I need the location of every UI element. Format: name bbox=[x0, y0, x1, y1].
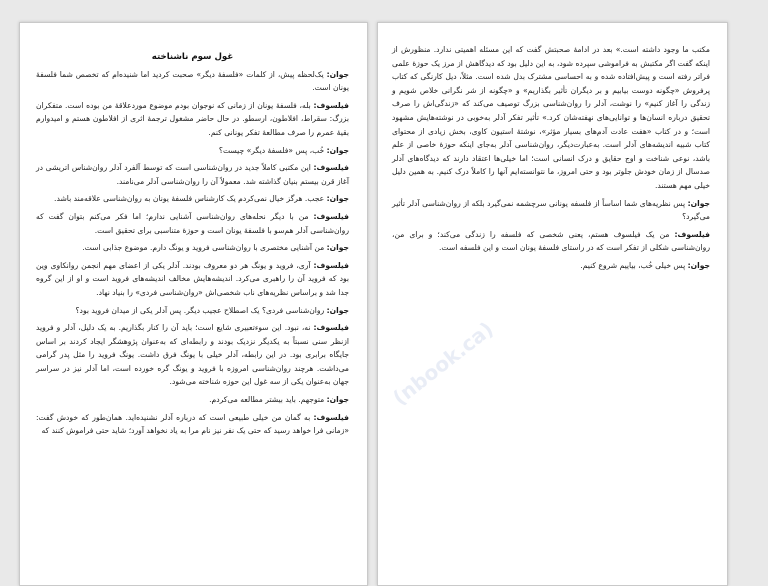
speaker-label: فیلسوف: bbox=[313, 100, 349, 110]
paragraph-text: بله، فلسفهٔ یونان از زمانی که نوجوان بودم موضوع موردعلاقهٔ من بوده است. متفکران بزرگ: سقراط، افلاطون، ارسطو. در حال حاضر مشغول ترجمهٔ اثری از افلاطون هستم و امیدوارم بقیهٔ عمرم را صرف مطالعهٔ تفکر یونانی کنم. bbox=[36, 100, 349, 137]
chapter-title: غول سوم ناشناخته bbox=[151, 52, 234, 62]
paragraph bbox=[36, 99, 349, 140]
speaker-label: جوان: bbox=[326, 194, 349, 204]
paragraph bbox=[36, 192, 349, 206]
paragraph-text: من آشنایی مختصری با روان‌شناسی فروید و یونگ دارم. موضوع جذابی است. bbox=[82, 243, 327, 253]
paragraph bbox=[392, 228, 710, 255]
paragraph-text: مکتب ما وجود داشته است.» بعد در ادامهٔ صحبتش گفت که این مسئله اهمیتی ندارد. منظورش از اینکه گفت اگر مکتبش به فراموشی سپرده شود، به این دلیل بود که دیدگاهش از مرز یک حوزهٔ علمی فراتر رفته است و پیش‌افتاده شده و به احساسی مشترک بدل شده است. مثلاً، دیل کارنگی که کتاب پرفروش «چگونه دوست بیابیم و بر دیگران تأثیر بگذاریم» و «چگونه از شر نگرانی خلاص شویم و زندگی را آغاز کنیم» را نوشت، آدلر را روان‌شناسی بزرگ توصیف می‌کند که «زندگی‌اش را صرف تحقیق درباره انسان‌ها و توانایی‌های نهفته‌شان کرد.» تأثیر تفکر آدلر به‌خوبی در نوشته‌هایش مشهود است؛ و در کتاب «هفت عادت آدم‌های بسیار مؤثر»، نوشتهٔ استیون کاوی، بخش زیادی از محتوای کتاب شبیه اندیشه‌های آدلر است. به‌عبارت‌دیگر، روان‌شناسی آدلر به‌جای اینکه حوزهٔ خاصی از علم باشد، نوعی شناخت و اوج حقایق و درک انسانی است؛ اما خیلی‌ها اعتقاد دارند که دیدگاه‌های آدلر صدسال از زمان خودش جلوتر بود و حتی امروز، ما نتوانسته‌ایم آنها را کاملاً درک کنیم. به همین دلیل خیلی مهم هستند. bbox=[392, 45, 710, 190]
paragraph-text: پس نظریه‌های شما اساساً از فلسفه یونانی سرچشمه نمی‌گیرد بلکه از روان‌شناسی آدلر تأثیر می‌گیرد؟ bbox=[392, 198, 710, 222]
paragraph bbox=[36, 68, 349, 95]
paragraph-text: این مکتبی کاملاً جدید در روان‌شناسی است که توسط آلفرد آدلر روان‌شناس اتریشی در آغاز قرن بیستم بنیان گذاشته شد. معمولاً آن را روان‌شناسی آدلر می‌نامند. bbox=[36, 163, 349, 186]
paragraph-text: نه، نبود. این سوءتعبیری شایع است؛ باید آن را کنار بگذاریم. به یک دلیل، آدلر و فروید ازنظر سنی نسبتاً به یکدیگر نزدیک بودند و رابطه‌ای که به‌عنوان پژوهشگر ایجاد کردند بر اساس جایگاه برابری بود. در این رابطه، آدلر خیلی با یونگ فرق داشت. یونگ فروید را مثل پدر گرامی می‌داشت. هرچند روان‌شناسی امروزه با فروید و یونگ گره خورده است، اما آدلر نیز در سراسر جهان به‌عنوان یکی از سه غول این حوزه شناخته می‌شود. bbox=[36, 323, 349, 387]
speaker-label: جوان: bbox=[687, 260, 710, 270]
paragraph-text: آری، فروید و یونگ هر دو معروف بودند. آدلر یکی از اعضای مهم انجمن روانکاوی وین بود که فروید آن را راهبری می‌کرد. اندیشه‌هایش مخالف اندیشه‌های فروید است و او از این گروه جدا شد و براساس نظریه‌های ناب شخصی‌اش «روان‌شناسی فردی» را بنیاد نهاد. bbox=[36, 260, 349, 297]
paragraph bbox=[36, 321, 349, 389]
page-text-left bbox=[36, 51, 349, 442]
paragraph-text: خُب، پس «فلسفهٔ دیگر» چیست؟ bbox=[218, 145, 327, 155]
paragraph bbox=[36, 304, 349, 318]
paragraph-text: روان‌شناسی فردی؟ یک اصطلاح عجیب دیگر. پس آدلر یکی از میدان فروید بود؟ bbox=[75, 305, 327, 315]
speaker-label: فیلسوف: bbox=[313, 163, 349, 173]
page-text-right bbox=[392, 43, 710, 277]
speaker-label: فیلسوف: bbox=[313, 260, 349, 270]
paragraph bbox=[36, 259, 349, 300]
speaker-label: جوان: bbox=[687, 198, 710, 208]
book-page-right bbox=[377, 22, 728, 586]
paragraph bbox=[36, 393, 349, 407]
paragraph-text: من با دیگر نحله‌های روان‌شناسی آشنایی ندارم؛ اما فکر می‌کنم بتوان گفت که روان‌شناسی آدلر هم‌سو با فلسفهٔ یونان است و حوزهٔ متناسبی برای تحقیق است. bbox=[36, 211, 349, 235]
speaker-label: فیلسوف: bbox=[674, 229, 710, 239]
speaker-label: فیلسوف: bbox=[313, 412, 349, 422]
speaker-label: جوان: bbox=[326, 395, 349, 405]
paragraph-text: من یک فیلسوف هستم، یعنی شخصی که فلسفه را زندگی می‌کند؛ و برای من، روان‌شناسی شکلی از تفکر است که در راستای فلسفهٔ یونان است و این فلسفه است. bbox=[392, 229, 710, 253]
paragraph-text: یک‌لحظه پیش، از کلمات «فلسفهٔ دیگر» صحبت کردید اما شنیده‌ام که تخصص شما فلسفهٔ یونان است. bbox=[36, 69, 349, 93]
paragraph bbox=[36, 161, 349, 188]
paragraph bbox=[392, 43, 710, 193]
speaker-label: جوان: bbox=[326, 305, 349, 315]
paragraph bbox=[36, 241, 349, 255]
speaker-label: جوان: bbox=[326, 69, 349, 79]
paragraph bbox=[392, 197, 710, 224]
paragraph-text: عجب. هرگز خیال نمی‌کردم یک کارشناس فلسفهٔ یونان به روان‌شناسی علاقه‌مند باشد. bbox=[54, 194, 327, 204]
paragraph bbox=[36, 144, 349, 158]
paragraph-text: متوجهم. باید بیشتر مطالعه می‌کردم. bbox=[209, 395, 327, 405]
paragraph bbox=[36, 411, 349, 438]
watermark-text: (nbook.ca) bbox=[388, 316, 498, 410]
speaker-label: فیلسوف: bbox=[313, 211, 349, 221]
paragraph-text: به گمان من خیلی طبیعی است که درباره آدلر نشنیده‌اید. همان‌طور که خودش گفت: «زمانی فرا خواهد رسید که حتی یک نفر نیز نام مرا به یاد نخواهد آورد؛ شاید حتی فراموش کنند که bbox=[36, 412, 349, 436]
paragraph bbox=[392, 259, 710, 273]
speaker-label: جوان: bbox=[326, 243, 349, 253]
paragraph-text: پس خیلی خُب، بیاییم شروع کنیم. bbox=[580, 260, 688, 270]
paragraph bbox=[36, 210, 349, 237]
book-page-left bbox=[19, 22, 368, 586]
speaker-label: فیلسوف: bbox=[313, 323, 349, 333]
speaker-label: جوان: bbox=[326, 145, 349, 155]
